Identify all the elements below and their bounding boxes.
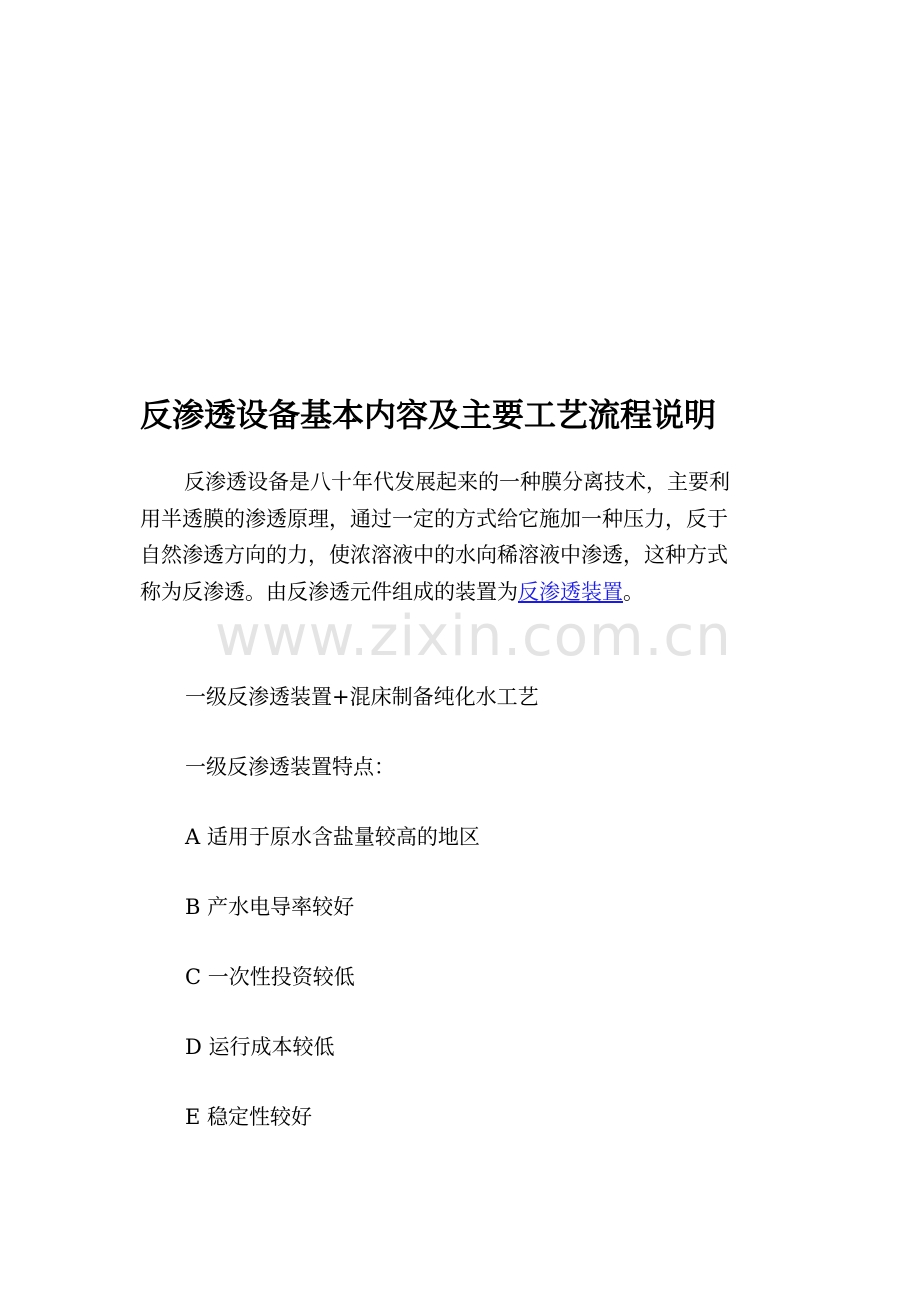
feature-item: D 运行成本较低 [185, 1035, 335, 1059]
feature-item: A 适用于原水含盐量较高的地区 [185, 825, 480, 849]
reverse-osmosis-device-link[interactable]: 反渗透装置 [518, 579, 623, 604]
feature-item: B 产水电导率较好 [185, 895, 355, 919]
document-title: 反渗透设备基本内容及主要工艺流程说明 [140, 396, 717, 434]
features-heading: 一级反渗透装置特点： [185, 755, 395, 779]
intro-text: 。 [623, 579, 644, 604]
feature-item: E 稳定性较好 [185, 1105, 313, 1129]
feature-item: C 一次性投资较低 [185, 965, 355, 989]
intro-line [140, 574, 790, 611]
process-heading: 一级反渗透装置+混床制备纯化水工艺 [185, 685, 539, 709]
intro-line: 自然渗透方向的力，使浓溶液中的水向稀溶液中渗透，这种方式 [140, 543, 728, 567]
intro-line: 反渗透设备是八十年代发展起来的一种膜分离技术，主要利 [184, 470, 730, 494]
intro-paragraph [140, 464, 790, 610]
intro-line: 用半透膜的渗透原理，通过一定的方式给它施加一种压力，反于 [140, 506, 728, 531]
intro-text: 称为反渗透。由反渗透元件组成的装置为 [140, 579, 518, 604]
watermark: www.zixin.com.cn [215, 604, 732, 669]
